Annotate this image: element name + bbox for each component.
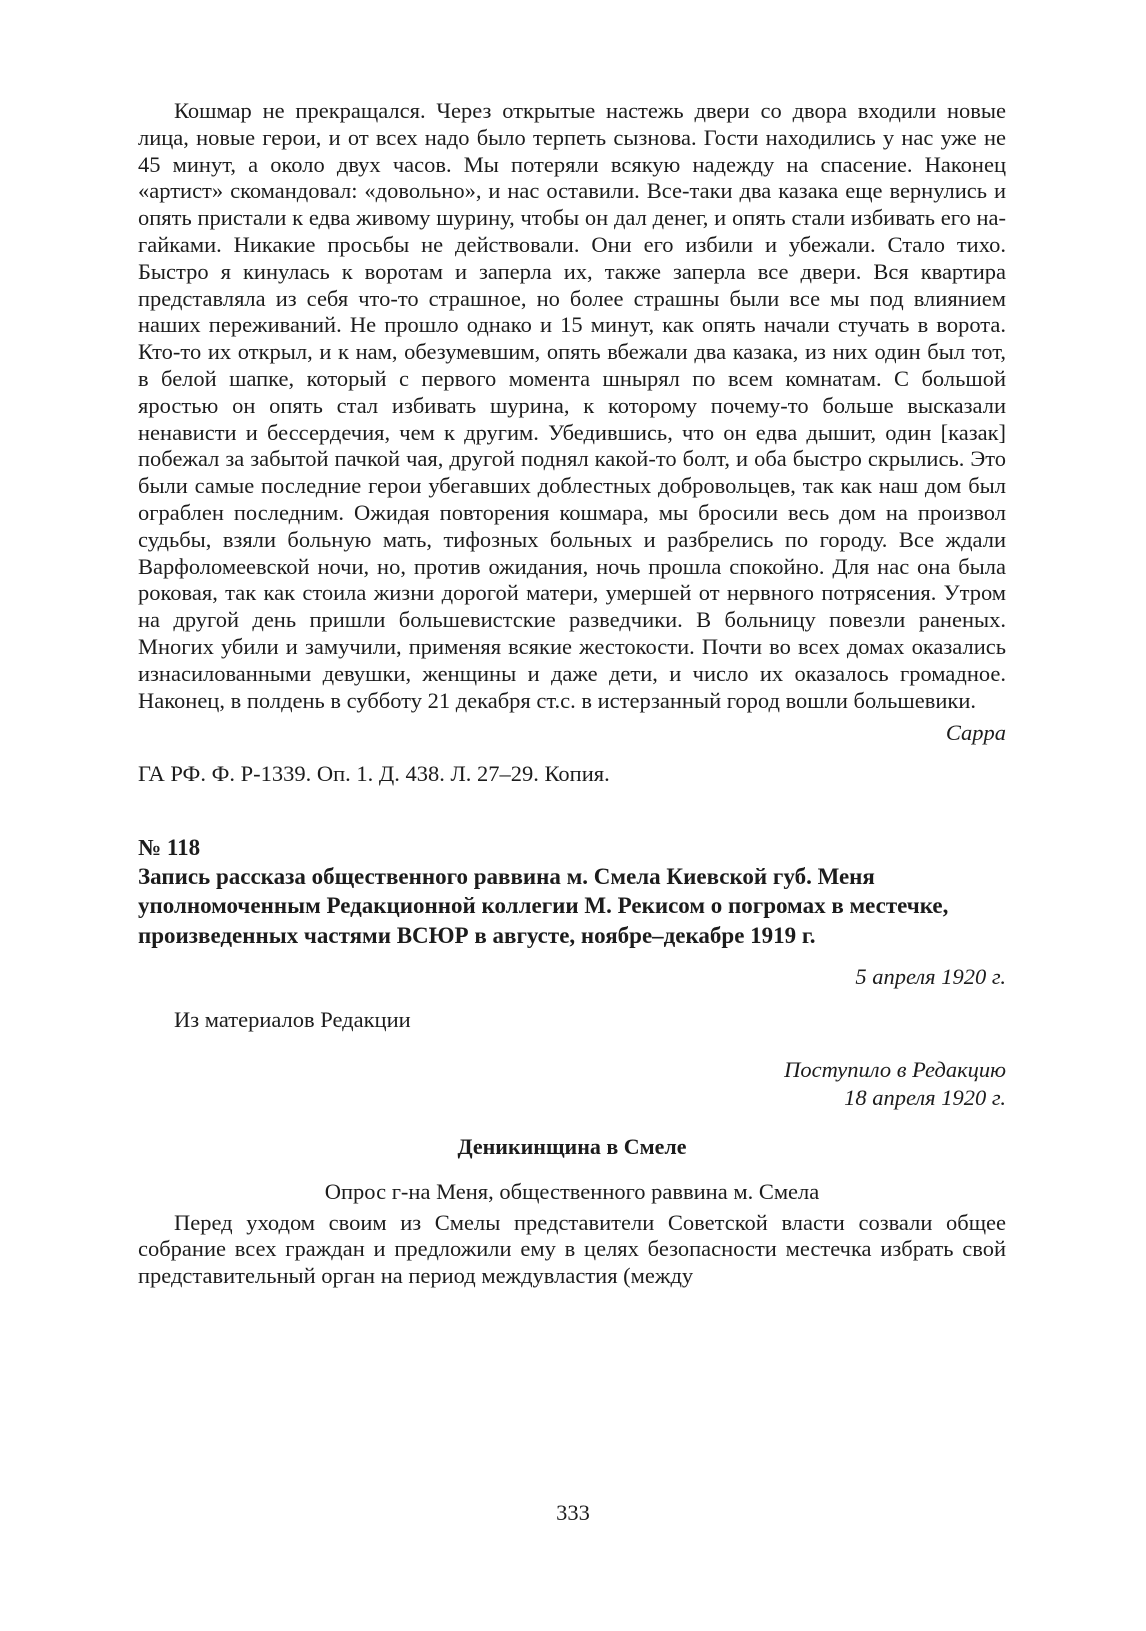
section-title: Деникинщина в Смеле bbox=[457, 1134, 687, 1160]
document-title: Запись рассказа общественного раввина м. Смела Киевской губ. Меня уполномоченным Редакционной коллегии М. Рекисом о погромах в местечке, произведенных частями ВСЮР в августе, ноябре–декабре 1919 г. bbox=[138, 863, 949, 948]
page-number: 333 bbox=[556, 1500, 590, 1525]
signature: Сарра bbox=[945, 720, 1006, 746]
document-number: № 118 bbox=[138, 834, 201, 860]
archive-reference: ГА РФ. Ф. Р-1339. Оп. 1. Д. 438. Л. 27–29. Копия. bbox=[138, 761, 610, 787]
document-source: Из материалов Редакции bbox=[174, 1007, 411, 1033]
section-subtitle: Опрос г-на Меня, общественного раввина м. Смела bbox=[324, 1178, 820, 1204]
body-paragraph-2: Перед уходом своим из Смелы представители Советской власти созвали общее собрание всех граждан и предложили ему в целях безопасности местечка избрать свой представительный орган на период междувластия (между bbox=[138, 1209, 1006, 1289]
received-line-2: 18 апреля 1920 г. bbox=[844, 1085, 1006, 1111]
received-note bbox=[138, 1056, 1006, 1112]
received-line-1: Поступило в Редакцию bbox=[784, 1057, 1006, 1083]
body-paragraph: Кошмар не прекращался. Через открытые настежь двери со двора входили новые лица, новые герои, и от всех надо было терпеть сызнова. Гости находились у нас уже не 45 минут, а около двух часов. Мы потеряли всякую надежду на спасение. Наконец «артист» скомандовал: «довольно», и нас оставили. Все-таки два казака еще вернулись и опять пристали к едва живому шурину, чтобы он дал денег, и опять стали избивать его нагайками. Никакие просьбы не действовали. Они его избили и убежали. Стало тихо. Быстро я кинулась к воротам и заперла их, также заперла все двери. Вся квартира представляла из себя что-то страшное, но более страшны были все мы под влиянием наших переживаний. Не прошло однако и 15 минут, как опять начали стучать в ворота. Кто-то их открыл, и к нам, обезумевшим, опять вбежали два казака, из них один был тот, в белой шапке, который с первого момента шнырял по всем комнатам. С большой яростью он опять стал избивать шурина, к которому почему-то больше высказали ненависти и бессердечия, чем к другим. Убедившись, что он едва дышит, один [казак] побежал за забытой пачкой чая, другой поднял какой-то болт, и оба быстро скрылись. Это были самые последние герои убегавших доблестных добровольцев, так как наш дом был ограблен последним. Ожидая повторения кошмара, мы бросили весь дом на произвол судьбы, взяли больную мать, тифозных больных и разбрелись по городу. Все ждали Варфоломеевской ночи, но, против ожидания, ночь прошла спокойно. Для нас она была роковая, так как стоила жизни дорогой матери, умершей от нервного потрясения. Утром на другой день пришли большевистские разведчики. В больницу повезли раненых. Многих убили и замучили, применяя всякие жестокости. Почти во всех домах оказались изнасилованными девушки, женщины и даже дети, и число их оказалось громадное. Наконец, в полдень в субботу 21 декабря ст.с. в истерзанный город вошли большевики. bbox=[138, 98, 1006, 713]
document-date: 5 апреля 1920 г. bbox=[855, 964, 1006, 990]
document-page bbox=[138, 98, 1006, 1290]
